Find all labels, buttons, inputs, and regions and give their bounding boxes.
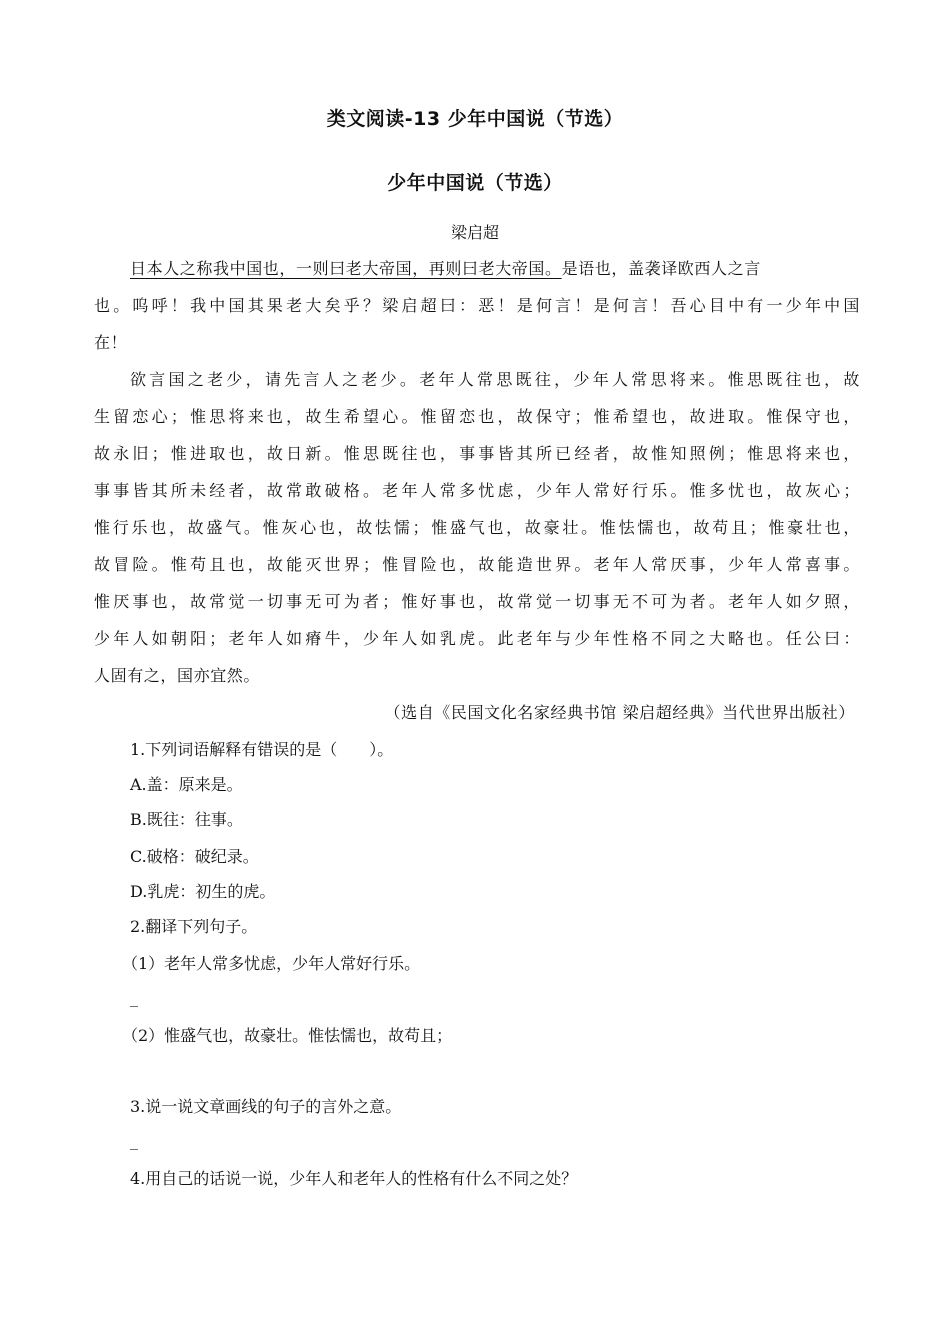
option-c: C.破格：破纪录。: [130, 847, 259, 866]
option-b: B.既往：往事。: [130, 810, 243, 829]
underlined-sentence: 日本人之称我中国也，一则曰老大帝国，再则曰老大帝国。: [130, 259, 562, 278]
para2-line: 惟行乐也，故盛气。惟灰心也，故怯懦；惟盛气也，故豪壮。惟怯懦也，故苟且；惟豪壮也，: [94, 518, 860, 537]
para2-line: 生留恋心；惟思将来也，故生希望心。惟留恋也，故保守；惟希望也，故进取。惟保守也，: [94, 407, 860, 426]
passage-title: 少年中国说（节选）: [387, 172, 563, 194]
option-d: D.乳虎：初生的虎。: [130, 882, 276, 901]
question-3: 3.说一说文章画线的句子的言外之意。: [130, 1097, 402, 1116]
para1-line2: 也。呜呼！我中国其果老大矣乎？梁启超曰：恶！是何言！是何言！吾心目中有一少年中国: [94, 296, 860, 315]
para1-line1-rest: 是语也，盖袭译欧西人之言: [561, 259, 761, 278]
answer-blank: _: [130, 988, 138, 1007]
source-citation: （选自《民国文化名家经典书馆 梁启超经典》当代世界出版社）: [384, 703, 855, 722]
question-2-part-2: （2）惟盛气也，故豪壮。惟怯懦也，故苟且；: [122, 1026, 453, 1045]
para2-line: 人固有之，国亦宜然。: [94, 666, 261, 685]
para2-line: 欲言国之老少，请先言人之老少。老年人常思既往，少年人常思将来。惟思既往也，故: [130, 370, 860, 389]
question-2-part-1: （1）老年人常多忧虑，少年人常好行乐。: [122, 954, 421, 973]
para1-line1: [130, 256, 860, 279]
para1-line3: 在！: [94, 333, 128, 352]
question-4: 4.用自己的话说一说，少年人和老年人的性格有什么不同之处？: [130, 1169, 578, 1188]
question-2: 2.翻译下列句子。: [130, 917, 258, 936]
para2-line: 惟厌事也，故常觉一切事无可为者；惟好事也，故常觉一切事无不可为者。老年人如夕照，: [94, 592, 860, 611]
para2-line: 故冒险。惟苟且也，故能灭世界；惟冒险也，故能造世界。老年人常厌事，少年人常喜事。: [94, 555, 860, 574]
document-title: 类文阅读-13 少年中国说（节选）: [326, 108, 624, 130]
question-1: 1.下列词语解释有错误的是（ ）。: [130, 740, 394, 759]
author-name: 梁启超: [450, 223, 499, 242]
answer-blank: _: [130, 1131, 138, 1150]
para2-line: 少年人如朝阳；老年人如瘠牛，少年人如乳虎。此老年与少年性格不同之大略也。任公曰：: [94, 629, 860, 648]
para2-line: 事事皆其所未经者，故常敢破格。老年人常多忧虑，少年人常好行乐。惟多忧也，故灰心；: [94, 481, 860, 500]
para2-line: 故永旧；惟进取也，故日新。惟思既往也，事事皆其所已经者，故惟知照例；惟思将来也，: [94, 444, 860, 463]
option-a: A.盖：原来是。: [130, 775, 243, 794]
